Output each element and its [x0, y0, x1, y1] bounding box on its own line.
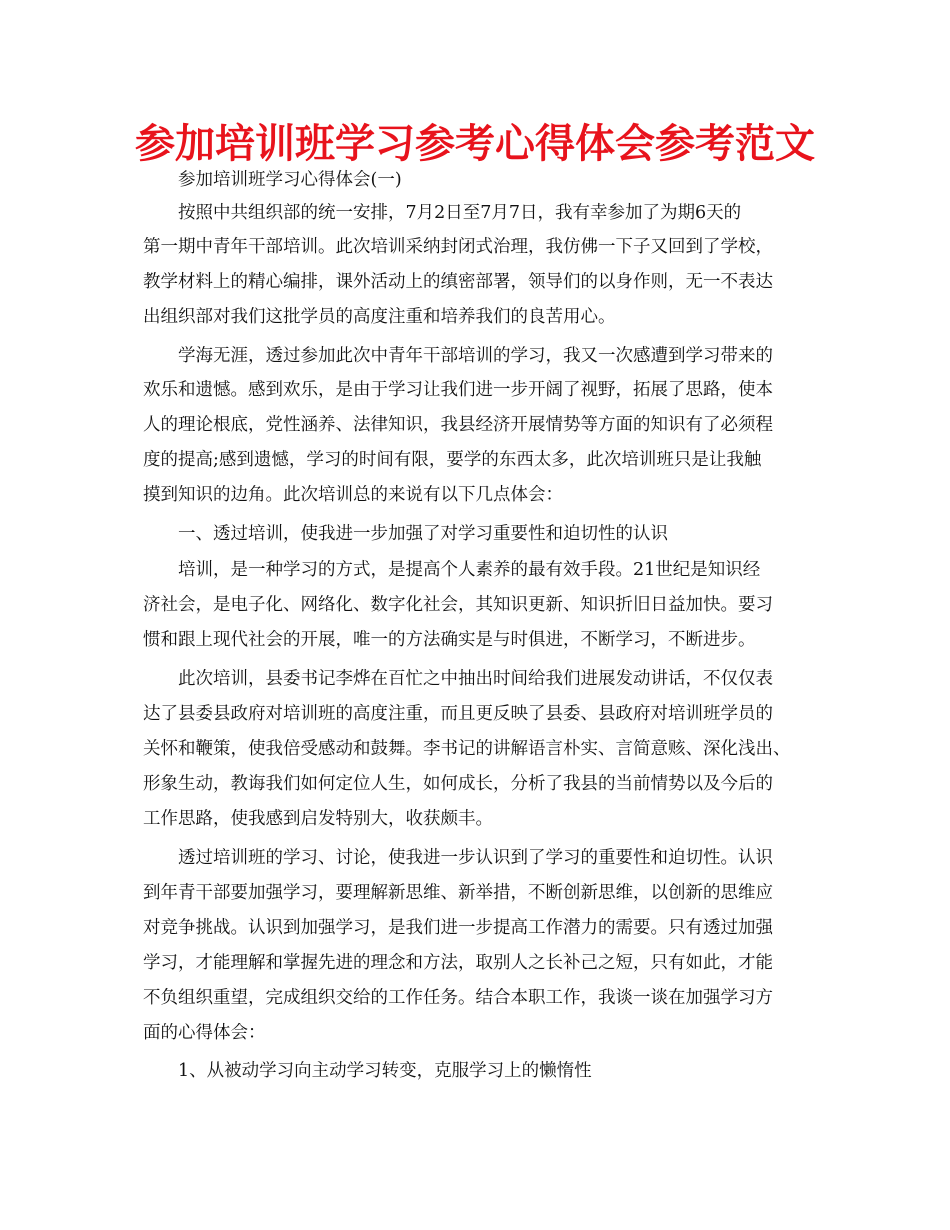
paragraph-line: 达了县委县政府对培训班的高度注重，而且更反映了县委、县政府对培训班学员的 [143, 704, 773, 724]
paragraph-line: 学习，才能理解和掌握先进的理念和方法，取别人之长补己之短，只有如此，才能 [143, 953, 773, 973]
paragraph-line: 第一期中青年干部培训。此次培训采纳封闭式治理，我仿佛一下子又回到了学校， [143, 237, 773, 257]
paragraph-line: 工作思路，使我感到启发特别大，收获颇丰。 [143, 809, 493, 829]
document-subtitle: 参加培训班学习心得体会(一) [178, 170, 402, 190]
paragraph-line: 形象生动，教诲我们如何定位人生，如何成长，分析了我县的当前情势以及今后的 [143, 774, 773, 794]
paragraph-line: 教学材料上的精心编排，课外活动上的缜密部署，领导们的以身作则，无一不表达 [143, 272, 773, 292]
paragraph-line: 度的提高;感到遗憾，学习的时间有限，要学的东西太多，此次培训班只是让我触 [143, 450, 762, 470]
paragraph-line: 到年青干部要加强学习，要理解新思维、新举措，不断创新思维，以创新的思维应 [143, 883, 773, 903]
paragraph-line: 学海无涯，透过参加此次中青年干部培训的学习，我又一次感遭到学习带来的 [178, 346, 773, 366]
paragraph-line: 惯和跟上现代社会的开展，唯一的方法确实是与时俱进，不断学习，不断进步。 [143, 630, 756, 650]
paragraph-line: 摸到知识的边角。此次培训总的来说有以下几点体会： [143, 485, 563, 505]
paragraph-line: 关怀和鞭策，使我倍受感动和鼓舞。李书记的讲解语言朴实、言简意赅、深化浅出、 [143, 739, 791, 759]
paragraph-line: 人的理论根底，党性涵养、法律知识，我县经济开展情势等方面的知识有了必须程 [143, 415, 773, 435]
paragraph-line: 欢乐和遗憾。感到欢乐，是由于学习让我们进一步开阔了视野，拓展了思路，使本 [143, 380, 773, 400]
paragraph-line: 按照中共组织部的统一安排，7月2日至7月7日，我有幸参加了为期6天的 [178, 203, 742, 223]
paragraph-line: 不负组织重望，完成组织交给的工作任务。结合本职工作，我谈一谈在加强学习方 [143, 988, 773, 1008]
paragraph-line: 培训，是一种学习的方式，是提高个人素养的最有效手段。21世纪是知识经 [178, 560, 761, 580]
paragraph-line: 出组织部对我们这批学员的高度注重和培养我们的良苦用心。 [143, 307, 616, 327]
paragraph-line: 一、透过培训，使我进一步加强了对学习重要性和迫切性的认识 [178, 524, 668, 544]
paragraph-line: 对竞争挑战。认识到加强学习，是我们进一步提高工作潜力的需要。只有透过加强 [143, 918, 773, 938]
paragraph-line: 此次培训，县委书记李烨在百忙之中抽出时间给我们进展发动讲话，不仅仅表 [178, 669, 773, 689]
paragraph-line: 1、从被动学习向主动学习转变，克服学习上的懒惰性 [178, 1061, 592, 1081]
paragraph-line: 透过培训班的学习、讨论，使我进一步认识到了学习的重要性和迫切性。认识 [178, 848, 773, 868]
document-title: 参加培训班学习参考心得体会参考范文 [135, 121, 815, 167]
paragraph-line: 面的心得体会： [143, 1023, 266, 1043]
paragraph-line: 济社会，是电子化、网络化、数字化社会，其知识更新、知识折旧日益加快。要习 [143, 595, 773, 615]
